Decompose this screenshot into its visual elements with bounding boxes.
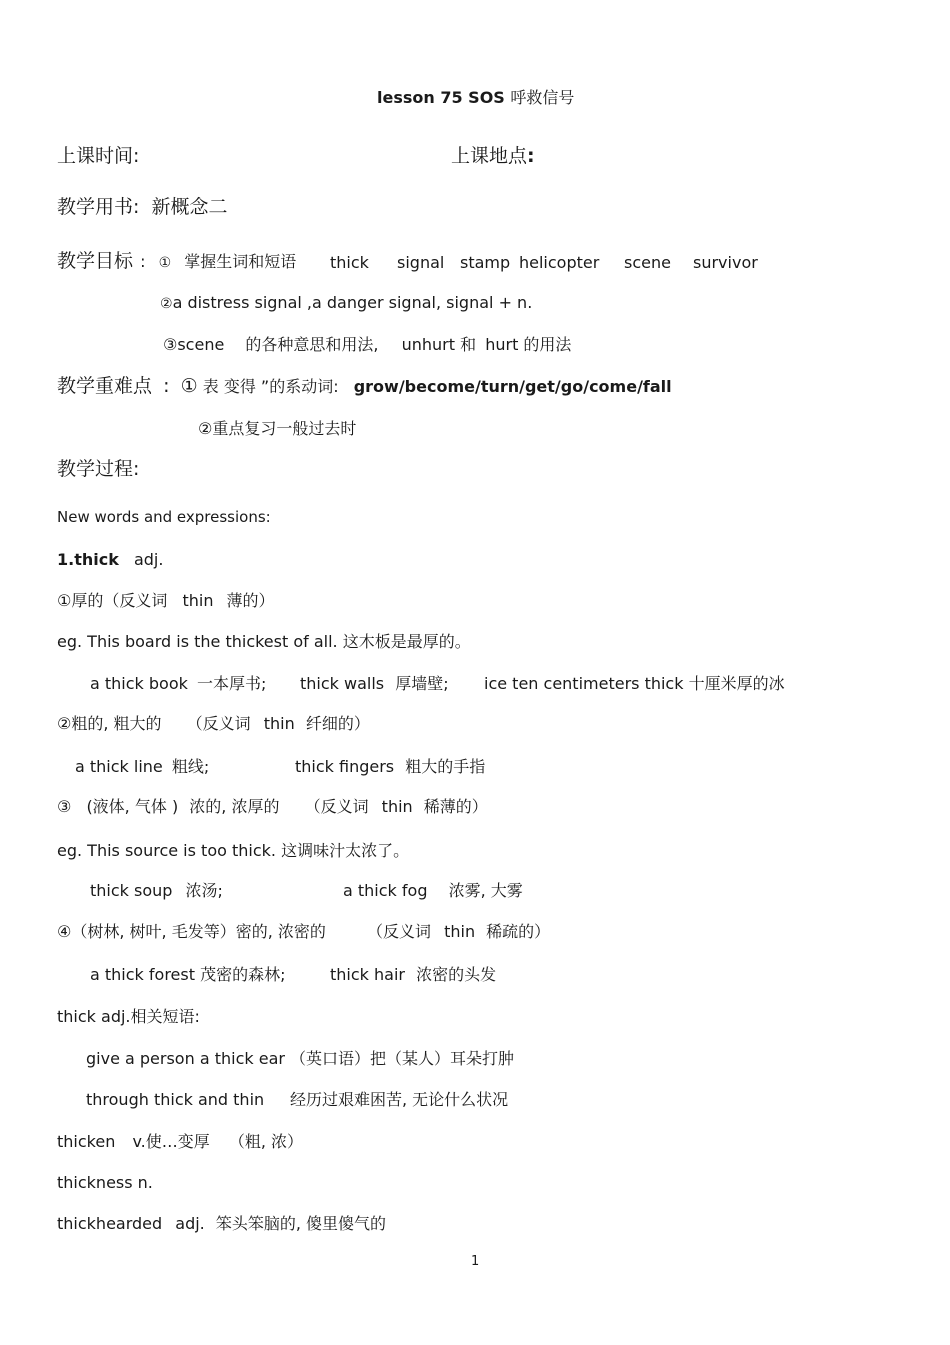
example-1: eg. This board is the thickest of all. 这木板是最厚的。 [57,632,471,651]
meaning-4: ④（树林, 树叶, 毛发等）密的, 浓密的 （反义词 thin 稀疏的） [57,922,551,941]
example-phrase: a thick book 一本厚书; [90,674,267,693]
meaning-3: ③ (液体, 气体 ) 浓的, 浓厚的 （反义词 thin 稀薄的） [57,797,488,816]
goal-word: stamp [460,253,511,272]
phrases-heading: thick adj.相关短语: [57,1007,200,1026]
derivative-thicken: thicken v.使…变厚 （粗, 浓） [57,1132,304,1151]
example-3: eg. This source is too thick. 这调味汁太浓了。 [57,841,410,860]
example-phrase: thick fingers 粗大的手指 [295,757,486,776]
textbook-value: 新概念二 [151,196,228,218]
goal-word: scene [624,253,671,272]
title-zh: 呼救信号 [510,88,575,107]
title-en: lesson 75 SOS [377,88,505,107]
page-title [377,88,574,108]
goal-word: survivor [693,253,758,272]
goal-3: ③scene 的各种意思和用法, unhurt 和 hurt 的用法 [163,335,572,354]
new-words-heading: New words and expressions: [57,508,271,526]
phrase-zh: （英口语）把（某人）耳朵打肿 [290,1049,515,1068]
derivative-thickness: thickness n. [57,1173,153,1192]
focus-2: ②重点复习一般过去时 [198,419,357,438]
process-label: 教学过程: [57,458,140,480]
phrase-zh: 经历过艰难困苦, 无论什么状况 [290,1090,509,1109]
goal-word: thick [330,253,369,272]
goal-word: helicopter [519,253,600,272]
goals-label: 教学目标 [57,250,134,272]
example-phrase: thick hair 浓密的头发 [330,965,497,984]
phrase-en: through thick and thin [86,1090,265,1109]
example-phrase: ice ten centimeters thick 十厘米厚的冰 [484,674,785,693]
textbook-row [57,195,227,219]
meaning-1: ①厚的（反义词 thin 薄的） [57,591,275,610]
example-phrase: a thick forest 茂密的森林; [90,965,286,984]
textbook-label: 教学用书: [57,196,140,218]
example-phrase: thick walls 厚墙壁; [300,674,449,693]
word-entry-thick: 1.thick adj. [57,550,164,569]
class-time-label: 上课时间: [57,145,140,167]
example-phrase: a thick line 粗线; [75,757,210,776]
goal-1: 教学目标 : ① 掌握生词和短语 [57,250,297,272]
class-place-label: 上课地点: [451,145,535,167]
example-phrase: thick soup 浓汤; [90,881,223,900]
meaning-2: ②粗的, 粗大的 （反义词 thin 纤细的） [57,714,370,733]
phrase-en: give a person a thick ear [86,1049,285,1068]
goal-word: signal [397,253,445,272]
goal-2: ②a distress signal ,a danger signal, signal + n. [160,293,533,312]
derivative-thickhearded: thickhearded adj. 笨头笨脑的, 傻里傻气的 [57,1214,387,1233]
example-phrase: a thick fog 浓雾, 大雾 [343,881,523,900]
focus-1: 教学重难点 : ① 表 变得 ”的系动词: grow/become/turn/get/go/come/fall [57,375,672,397]
page-number: 1 [471,1254,480,1269]
focus-label: 教学重难点 [57,375,153,397]
